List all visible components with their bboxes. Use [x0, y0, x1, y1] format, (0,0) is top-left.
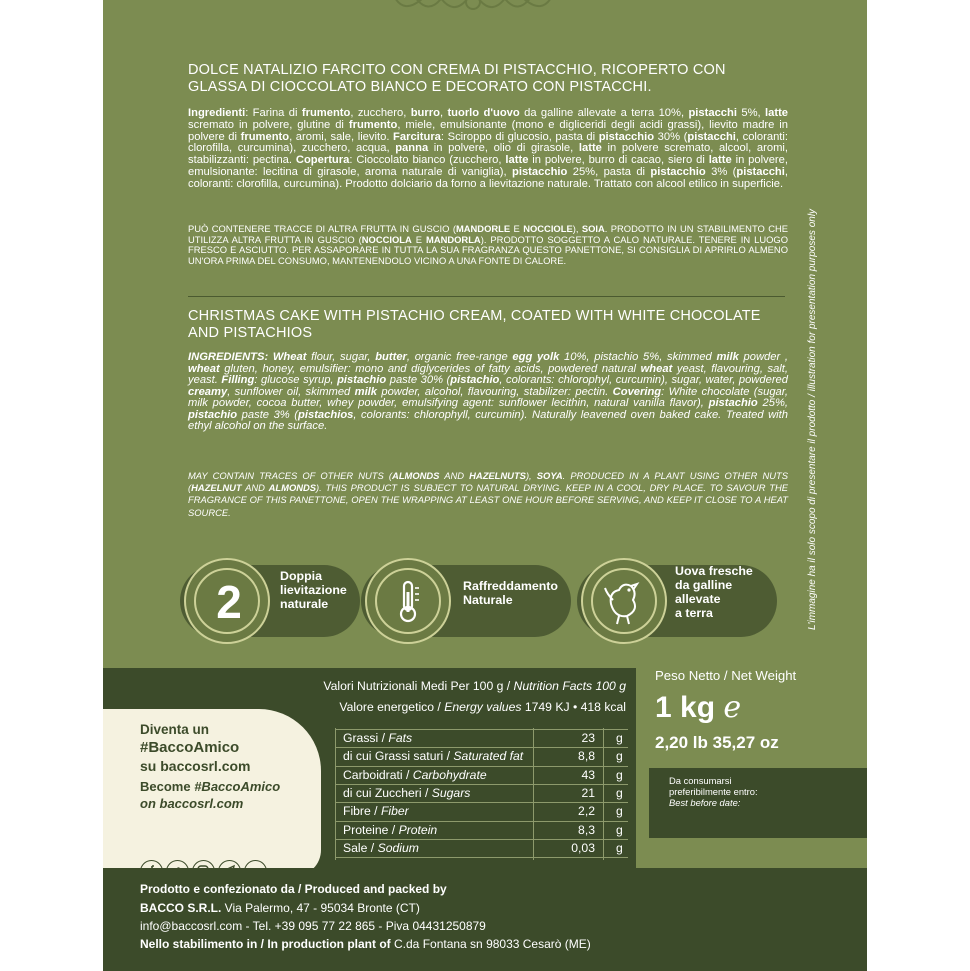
promo-en-line [140, 778, 280, 795]
text-run: ), [525, 470, 537, 481]
nutrient-value: 8,3 [578, 822, 595, 837]
text-run: Farcitura [393, 130, 441, 143]
nutrient-value: 8,8 [578, 749, 595, 764]
text-run: flour, sugar, [306, 351, 376, 363]
nutrition-row [343, 766, 628, 784]
text-run: scremato in polvere, glutine di [188, 118, 349, 131]
english-ingredients [188, 352, 788, 433]
text-run: milk [354, 385, 378, 398]
text-run: pistacchi [736, 165, 785, 178]
text-run: : Farina di [245, 107, 302, 119]
net-weight-kg: 1 kg [655, 691, 716, 724]
best-before-line: preferibilmente entro: [669, 786, 758, 798]
english-warnings [188, 470, 788, 519]
energy-label-it: Valore energetico / [339, 700, 445, 714]
thermometer-icon [377, 570, 439, 632]
nutrient-value: 43 [581, 767, 595, 782]
promo-en-on: on [140, 796, 160, 811]
promo-line: Diventa un [140, 722, 210, 737]
nutrient-label-en: Fats [388, 731, 413, 745]
company-address: Via Palermo, 47 - 95034 Bronte (CT) [221, 901, 420, 915]
badge-free-range-eggs [577, 565, 777, 637]
text-run: butter [375, 351, 407, 363]
text-run: creamy [188, 385, 228, 398]
promo-box [103, 709, 321, 876]
badge-circle [581, 558, 667, 644]
text-run: paste 3% ( [237, 408, 299, 421]
text-run: , sunflower oil, skimmed [227, 385, 355, 398]
nutrient-label-it: di cui Zuccheri / [343, 785, 432, 800]
text-run: in polvere, emulsionante: lecitina di girasole, aroma naturale di vaniglia), [188, 154, 788, 178]
text-run: INGREDIENTS: Wheat [188, 351, 307, 363]
energy-row [339, 700, 626, 714]
text-run: MANDORLE [455, 223, 511, 234]
promo-site: su baccosrl.com [140, 758, 251, 774]
text-run: 30% ( [654, 130, 688, 143]
nutrient-unit: g [616, 767, 623, 782]
nutrient-unit: g [616, 804, 623, 819]
badge-circle [365, 558, 451, 644]
contacts-line: info@baccosrl.com - Tel. +39 095 77 22 865 - Piva 04431250879 [140, 919, 486, 933]
text-run: burro [410, 107, 440, 119]
italian-warnings [188, 224, 788, 267]
net-weight-value [655, 690, 741, 725]
text-run: pistacchio [650, 165, 706, 178]
text-run: : Cioccolato bianco (zucchero, [349, 154, 506, 167]
ornament-icon [383, 0, 563, 20]
text-run: , [439, 107, 448, 119]
badge-line: Uova fresche [675, 564, 753, 578]
badge-number: 2 [216, 576, 242, 628]
hen-icon [593, 570, 655, 632]
badge-label [463, 579, 558, 607]
text-run: Copertura [295, 154, 350, 167]
nutrient-value: 21 [581, 785, 595, 800]
badge-line: Doppia [280, 569, 322, 583]
nutrient-label-en: Protein [398, 822, 438, 837]
text-run: pistachio [708, 397, 758, 409]
text-run: 3% ( [705, 165, 737, 178]
badge-line: Naturale [463, 593, 513, 607]
text-run: NOCCIOLA [361, 233, 412, 245]
nutrient-label [343, 786, 470, 800]
text-run: egg yolk [512, 351, 560, 363]
text-run: pistacchio [512, 165, 568, 178]
nutrient-label-en: Sugars [431, 785, 471, 800]
best-before-line: Best before date: [669, 797, 741, 809]
nutrient-unit: g [616, 785, 623, 800]
energy-label-en: Energy values [444, 700, 522, 714]
promo-en-hashtag: #BaccoAmico [194, 779, 281, 794]
nutrition-row [343, 747, 628, 765]
text-run: pistacchi [687, 130, 736, 143]
text-run: ), [572, 223, 582, 234]
promo-text [140, 721, 280, 812]
company-name: BACCO S.R.L. [140, 901, 222, 915]
text-run: pistachio [188, 408, 238, 421]
nutrition-panel [103, 668, 636, 876]
nutrient-label [343, 731, 412, 745]
text-run: 25%, [757, 397, 789, 409]
nutrient-label [343, 768, 487, 782]
text-run: HAZELNUTS [469, 470, 526, 481]
nutrient-label [343, 804, 409, 818]
nutrient-unit: g [616, 840, 623, 855]
italian-ingredients [188, 108, 788, 191]
nutrition-row [343, 784, 628, 802]
text-run: frumento [301, 107, 351, 119]
text-run: panna [395, 142, 429, 155]
text-run: : Sciroppo di glucosio, pasta di [440, 130, 599, 143]
plant-line [140, 937, 591, 951]
nutrition-row [343, 729, 628, 747]
plant-address: C.da Fontana sn 98033 Cesarò (ME) [390, 937, 591, 951]
nutrient-label-en: Sodium [377, 840, 419, 855]
promo-hashtag: #BaccoAmico [140, 739, 240, 756]
text-run: pistacchi [688, 107, 737, 119]
nutrient-value: 0,03 [571, 840, 595, 855]
nutrient-label-it: Fibre / [343, 804, 381, 819]
producer-footer [103, 868, 867, 971]
text-run: pistachio [337, 374, 387, 386]
text-run: NOCCIOLE [523, 223, 573, 234]
badge-circle [184, 558, 270, 644]
text-run: , organic free-range [406, 351, 513, 363]
badge-line: da galline [675, 578, 733, 592]
text-run: ALMONDS [268, 482, 317, 494]
text-run: frumento [348, 118, 398, 131]
text-run: ALMONDS [392, 470, 440, 481]
nutrient-label-it: Grassi / [343, 731, 389, 745]
text-run: 25%, pasta di [567, 165, 651, 178]
text-run: , colorants: chlorophyll, curcumin). Naturally leavened oven baked cake. Treated with ethyl alcohol on the surface. [188, 408, 789, 432]
nutrition-row [343, 821, 628, 839]
text-run: , miele, emulsionante (mono e digliceridi degli acidi grassi), lievito madre in polvere di [188, 118, 788, 143]
disclaimer-italian: L'immagine ha il solo scopo di presentare il prodotto [807, 399, 818, 630]
nutrient-value: 23 [581, 731, 595, 745]
text-run: E [510, 223, 524, 234]
text-run: , colorants: chlorophyl, curcumin), sugar, water, powdered [499, 374, 788, 386]
nutrient-label [343, 823, 437, 837]
nutrient-value: 2,2 [578, 804, 595, 819]
nutrition-header-en: Nutrition Facts 100 g [513, 679, 626, 693]
best-before-line: Da consumarsi [669, 775, 732, 786]
best-before-text [669, 775, 758, 809]
best-before-box [649, 768, 867, 838]
text-run: 5%, [736, 107, 766, 119]
badge-label [675, 564, 753, 620]
text-run: Ingredienti [188, 107, 246, 119]
badge-double-leavening [180, 565, 360, 637]
text-run: ). PRODOTTO SOGGETTO A CALO NATURALE. TENERE IN LUOGO FRESCO E ASCIUTTO. PER ASSAPORARE IN TUTTA LA SUA FRAGRANZA QUESTO PANETTONE, SI CONSIGLIA DI APRIRLO ALMENO UN'ORA PRIMA DEL CONSUMO, MANTENENDOLO VICINO A UNA FONTE DI CALORE. [188, 233, 789, 267]
produced-by-line: Prodotto e confezionato da / Produced and packed by [140, 882, 447, 896]
badge-label [280, 569, 347, 611]
text-run: PUÒ CONTENERE TRACCE DI ALTRA FRUTTA IN GUSCIO ( [188, 223, 456, 234]
nutrient-label-en: Saturated fat [453, 749, 524, 764]
badge-line: a terra [675, 606, 713, 620]
text-run: , zucchero, [350, 107, 411, 119]
nutrient-unit: g [616, 749, 623, 764]
net-weight-label: Peso Netto / Net Weight [655, 668, 797, 683]
nutrient-label [343, 749, 523, 763]
net-weight-imperial: 2,20 lb 35,27 oz [655, 733, 779, 752]
text-run: ). THIS PRODUCT IS SUBJECT TO NATURAL DRYING. KEEP IN A COOL, DRY PLACE. TO SAVOUR THE FRAGRANCE OF THIS PANETTONE, OPEN THE WRAPPING AT LEAST ONE HOUR BEFORE SERVING, AND KEEP IT CLOSE TO A HEAT SOURCE. [188, 482, 788, 518]
disclaimer-separator: / [807, 391, 818, 400]
text-run: frumento [240, 130, 290, 143]
plant-label: Nello stabilimento in / In production plant of [140, 937, 391, 951]
text-run: Filling [221, 374, 255, 386]
nutrition-header [323, 679, 626, 693]
text-run: latte [505, 154, 529, 167]
text-run: : White chocolate (sugar, milk powder, cocoa butter, whey powder, emulsifying agent: sunflower lecithin, natural vanilla flavor), [188, 385, 788, 409]
table-row-line [335, 857, 628, 858]
text-run: pistachio [450, 374, 500, 386]
nutrient-label-en: Fiber [380, 804, 409, 819]
text-run: E [411, 233, 427, 245]
text-run: 10%, pistachio 5%, skimmed [559, 351, 717, 363]
text-run: SOIA [581, 223, 605, 234]
badge-line: lievitazione [280, 583, 347, 597]
nutrition-header-it: Valori Nutrizionali Medi Per 100 g / [323, 679, 514, 693]
nutrition-row [343, 802, 628, 820]
text-run: yeast, flavouring, salt, yeast. [188, 362, 789, 386]
badge-line: naturale [280, 597, 329, 611]
text-run: gluten, honey, emulsifier: mono and diglycerides of fatty acids, powdered natural [219, 362, 641, 375]
text-run: AND [439, 470, 470, 481]
promo-en-site: baccosrl.com [159, 796, 244, 811]
text-run: powder , [738, 351, 789, 363]
badge-line: Raffreddamento [463, 579, 559, 593]
promo-en-prefix: Become [140, 779, 195, 794]
nutrient-unit: g [616, 822, 623, 837]
text-run: , aromi, sale, lievito. [289, 130, 394, 143]
text-run: AND [241, 482, 269, 494]
nutrient-label-en: Carbohydrate [412, 767, 487, 782]
text-run: in polvere scremato, alcool, aromi, stabilizzanti: pectina. [188, 142, 789, 167]
text-run: powder, alcohol, flavouring, stabilizer: pectin. [377, 385, 613, 398]
text-run: wheat [640, 362, 673, 375]
text-run: SOYA [536, 470, 563, 481]
nutrient-label-it: Carboidrati / [343, 767, 413, 782]
text-run: , coloranti: clorofilla, curcumina). Prodotto dolciario da forno a lievitazione naturale. Trattato con alcool etilico in superficie. [188, 165, 788, 190]
text-run: in polvere, burro di cacao, siero di [528, 154, 709, 167]
text-run: tuorlo d'uovo [447, 107, 520, 119]
text-run: latte [765, 107, 789, 119]
text-run: MAY CONTAIN TRACES OF OTHER NUTS ( [188, 470, 393, 481]
text-run: . PRODUCED IN A PLANT USING OTHER NUTS ( [188, 470, 788, 494]
italian-title: DOLCE NATALIZIO FARCITO CON CREMA DI PISTACCHIO, RICOPERTO CON GLASSA DI CIOCCOLATO BIANCO E DECORATO CON PISTACCHI. [188, 62, 726, 95]
text-run: wheat [188, 362, 220, 375]
text-run: pistachios [298, 408, 354, 421]
text-run: HAZELNUT [191, 482, 242, 494]
badge-line: allevate [675, 592, 721, 606]
nutrient-label-it: di cui Grassi saturi / [343, 749, 454, 764]
text-run: Covering [612, 385, 662, 398]
text-run: pistacchio [598, 130, 655, 143]
promo-en-site-line [140, 795, 280, 812]
estimated-sign-icon: e [723, 690, 742, 725]
disclaimer-english: illustration for presentation purposes only [807, 208, 818, 392]
section-divider [188, 296, 785, 297]
text-run: in polvere, olio di girasole, [428, 142, 579, 155]
text-run: da galline allevate a terra 10%, [519, 107, 689, 119]
text-run: , coloranti: clorofilla, curcumina), zucchero, acqua, [188, 130, 788, 155]
label-panel [103, 0, 867, 971]
nutrient-label [343, 841, 419, 855]
energy-value: 1749 KJ • 418 kcal [521, 700, 626, 714]
badge-natural-cooling [361, 565, 571, 637]
nutrient-label-it: Sale / [343, 840, 378, 855]
text-run: latte [708, 154, 732, 167]
nutrition-row [343, 839, 628, 857]
text-run: : glucose syrup, [254, 374, 338, 386]
english-title: CHRISTMAS CAKE WITH PISTACHIO CREAM, COATED WITH WHITE CHOCOLATE AND PISTACHIOS [188, 308, 761, 341]
text-run: paste 30% ( [386, 374, 451, 386]
text-run: MANDORLA [426, 233, 481, 245]
nutrient-label-it: Proteine / [343, 822, 399, 837]
text-run: milk [716, 351, 739, 363]
text-run: . PRODOTTO IN UN STABILIMENTO CHE UTILIZZA ALTRA FRUTTA IN GUSCIO ( [188, 223, 788, 245]
presentation-disclaimer [807, 209, 818, 630]
nutrient-unit: g [616, 731, 623, 745]
text-run: latte [578, 142, 602, 155]
company-line [140, 901, 420, 915]
